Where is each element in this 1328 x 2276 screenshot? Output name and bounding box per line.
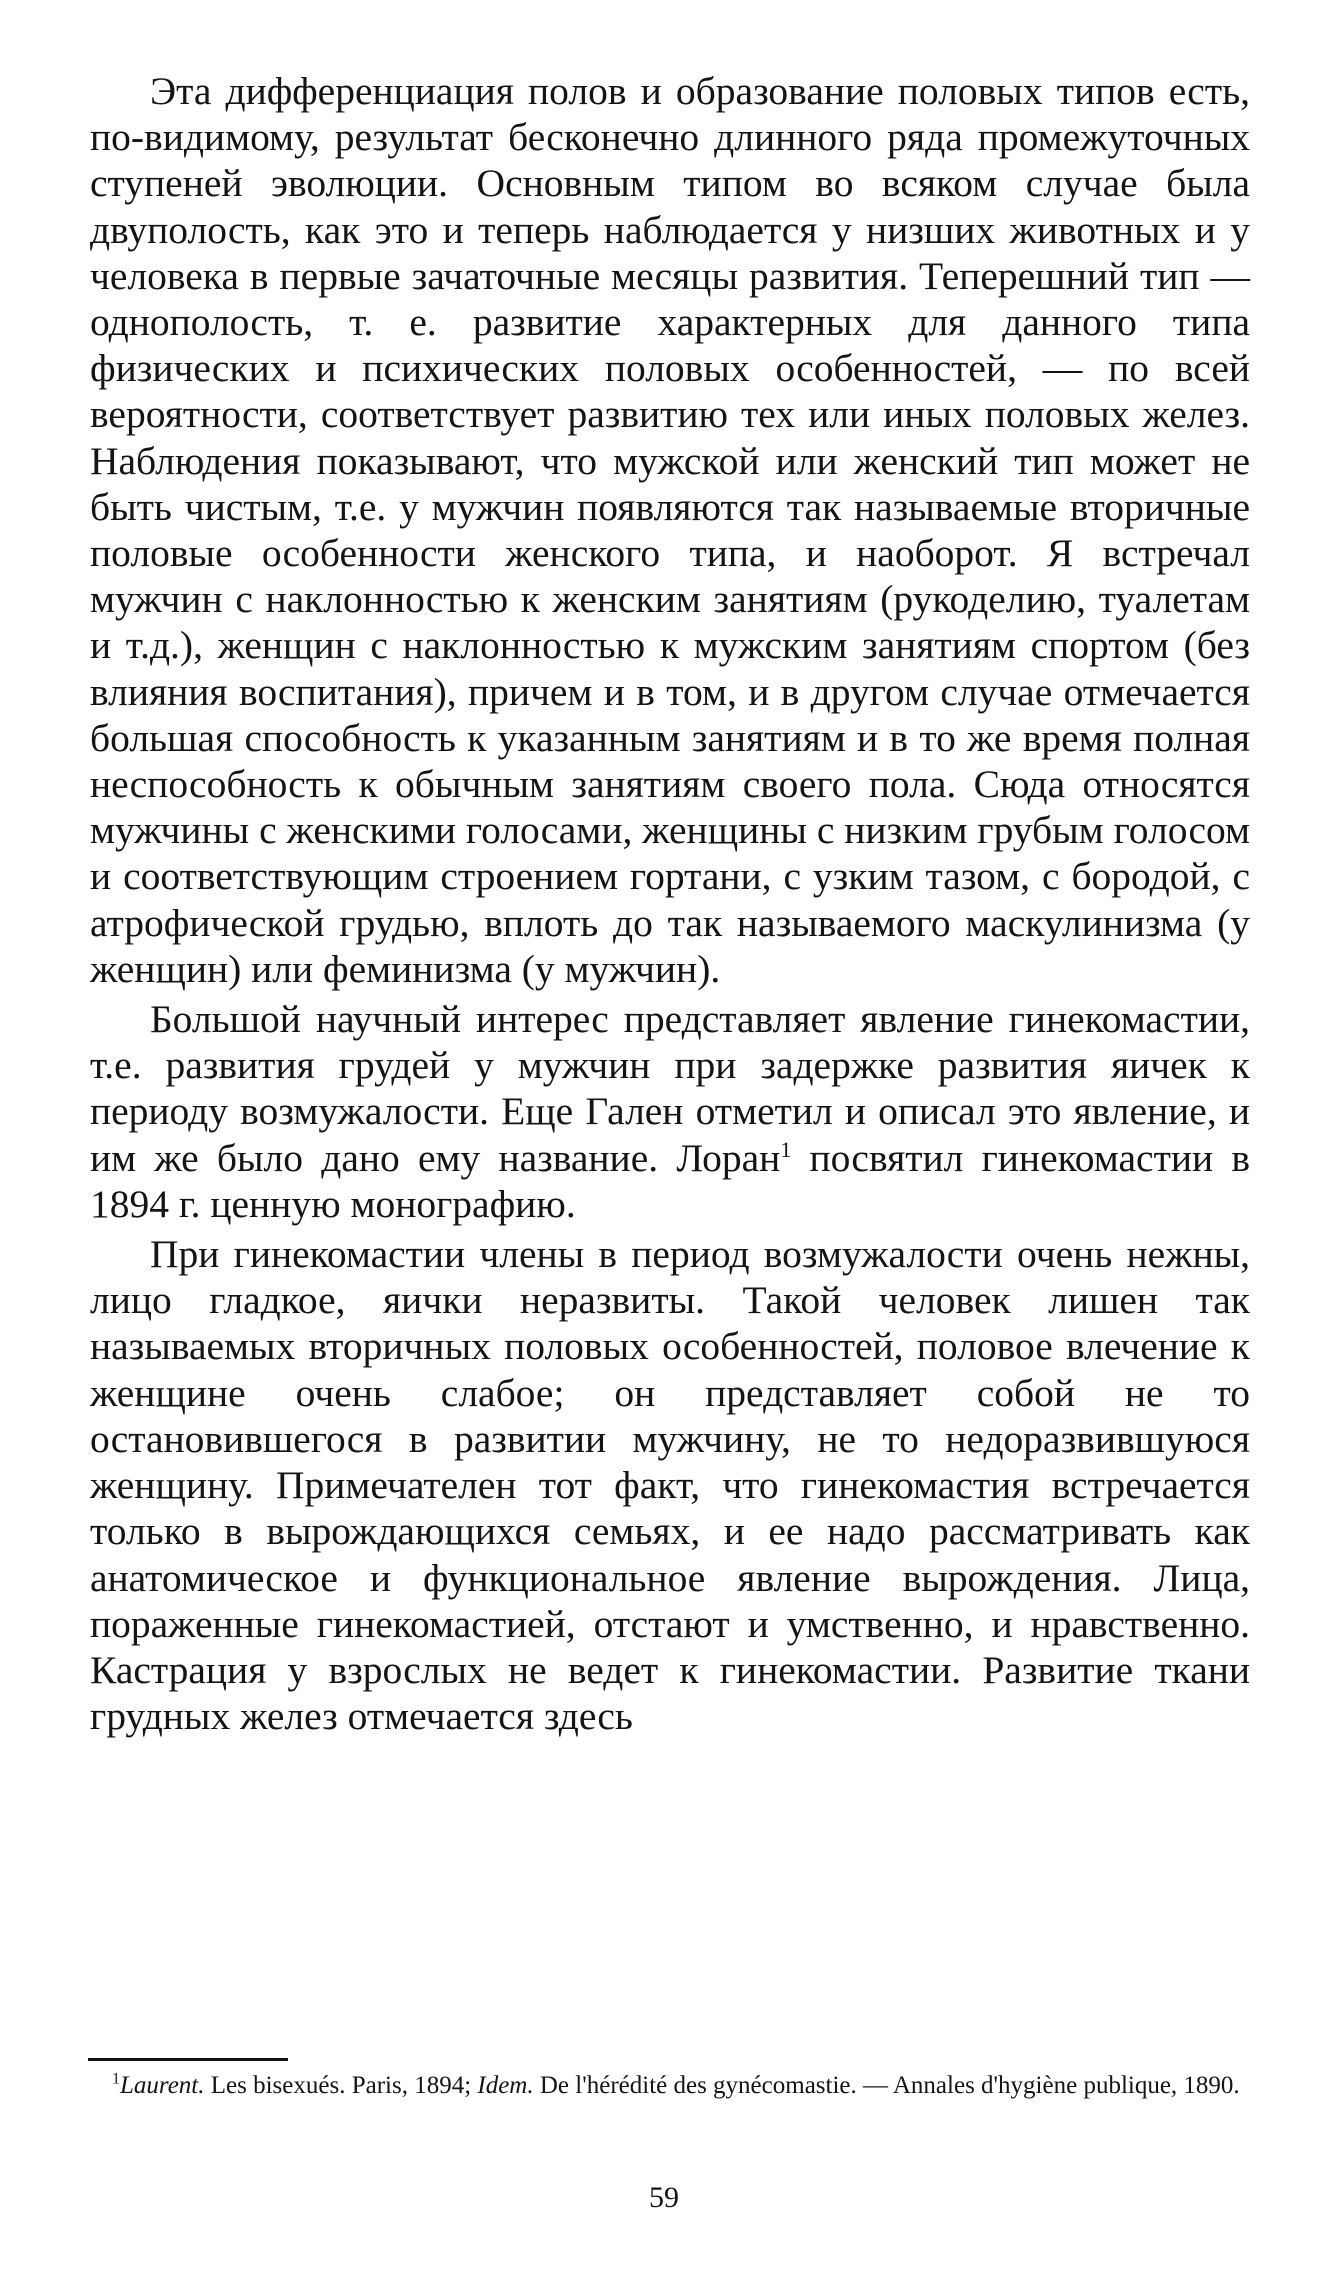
footnote: [90, 2070, 1250, 2101]
paragraph-1: Эта дифференциация полов и образование половых типов есть, по-видимому, результат бесконечно длинного ряда промежуточных ступеней эволюции. Основным типом во всяком случае была двуполость, как это и теперь наблюдается у низших животных и у человека в первые зачаточные месяцы развития. Теперешний тип — однополость, т. е. развитие характерных для данного типа физических и психических половых особенностей, — по всей вероятности, соответствует развитию тех или иных половых желез. Наблюдения показывают, что мужской или женский тип может не быть чистым, т.е. у мужчин появляются так называемые вторичные половые особенности женского типа, и наоборот. Я встречал мужчин с наклонностью к женским занятиям (рукоделию, туалетам и т.д.), женщин с наклонностью к мужским занятиям спортом (без влияния воспитания), причем и в том, и в другом случае отмечается большая способность к указанным занятиям и в то же время полная неспособность к обычным занятиям своего пола. Сюда относятся мужчины с женскими голосами, женщины с низким грубым голосом и соответствующим строением гортани, с узким тазом, с бородой, с атрофической грудью, вплоть до так называемого маскулинизма (у женщин) или феминизма (у мужчин).: [90, 69, 1250, 991]
footnote-divider: [88, 2058, 288, 2061]
page-body: [90, 68, 1250, 1739]
paragraph-2-text-before: Большой научный интерес представляет явление гинекомастии, т.е. развития грудей у мужчин при задержке развития яичек к периоду возмужалости. Еще Гален отметил и описал это явление, и им же было дано ему название. Лоран: [90, 997, 1250, 1180]
paragraph-2-text-after: посвятил гинекомастии в 1894 г. ценную монографию.: [90, 1135, 1250, 1226]
footnote-reference[interactable]: 1: [780, 1136, 792, 1162]
footnote-text-2: De l'hérédité des gynécomastie. — Annales d'hygiène publique, 1890.: [533, 2072, 1240, 2099]
footnote-author: Laurent.: [120, 2072, 205, 2099]
paragraph-2: [90, 996, 1250, 1227]
footnote-idem: Idem.: [477, 2072, 534, 2099]
page-number: 59: [649, 2181, 679, 2214]
paragraph-3: При гинекомастии члены в период возмужалости очень нежны, лицо гладкое, яички неразвиты. Такой человек лишен так называемых вторичных половых особенностей, половое влечение к женщине очень слабое; он представляет собой не то остановившегося в развитии мужчину, не то недоразвившуюся женщину. Примечателен тот факт, что гинекомастия встречается только в вырождающихся семьях, и ее надо рассматривать как анатомическое и функциональное явление вырождения. Лица, пораженные гинекомастией, отстают и умственно, и нравственно. Кастрация у взрослых не ведет к гинекомастии. Развитие ткани грудных желез отмечается здесь: [90, 1232, 1250, 1739]
footnote-text-1: Les bisexués. Paris, 1894;: [204, 2072, 478, 2099]
footnote-mark: 1: [112, 2070, 120, 2088]
